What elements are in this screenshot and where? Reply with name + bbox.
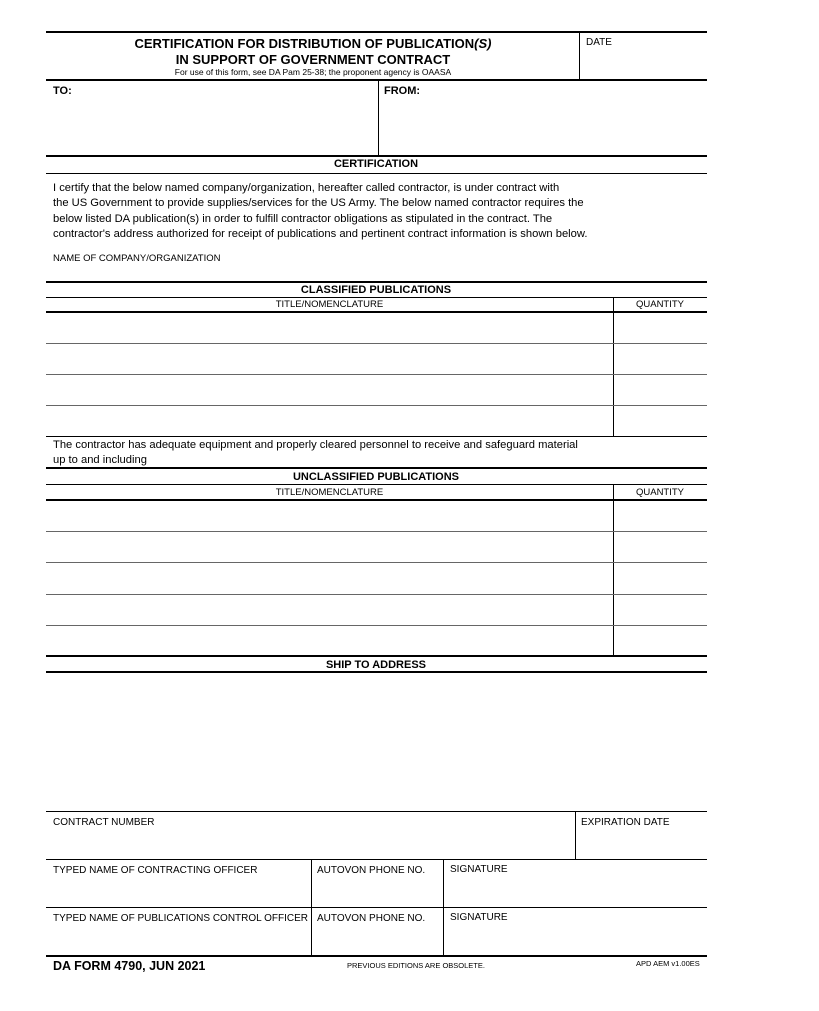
unclassified-title-field[interactable] bbox=[50, 537, 608, 557]
certification-line-3: below listed DA publication(s) in order to fulfill contractor obligations as stipulated in the contract. The bbox=[53, 212, 553, 225]
row-divider bbox=[46, 405, 707, 406]
company-label: NAME OF COMPANY/ORGANIZATION bbox=[53, 253, 221, 264]
autovon-phone-field-1[interactable] bbox=[317, 882, 437, 902]
autovon-phone-label-2: AUTOVON PHONE NO. bbox=[317, 913, 426, 924]
certification-top-border bbox=[46, 155, 707, 157]
clearance-note-line-1: The contractor has adequate equipment and properly cleared personnel to receive and safeguard material bbox=[53, 439, 578, 451]
contract-middle-border bbox=[46, 859, 707, 860]
ship-to-heading: SHIP TO ADDRESS bbox=[325, 659, 427, 671]
classified-heading-rule bbox=[46, 297, 707, 298]
unclassified-quantity-field[interactable] bbox=[618, 631, 702, 651]
classified-quantity-column-header: QUANTITY bbox=[635, 299, 685, 310]
classified-title-column-header: TITLE/NOMENCLATURE bbox=[275, 299, 384, 310]
unclassified-column-divider bbox=[613, 485, 614, 656]
version-label: APD AEM v1.00ES bbox=[636, 959, 700, 968]
unclassified-title-field[interactable] bbox=[50, 631, 608, 651]
classified-heading: CLASSIFIED PUBLICATIONS bbox=[300, 284, 452, 296]
ship-to-address-field[interactable] bbox=[53, 680, 698, 804]
unclassified-title-field[interactable] bbox=[50, 506, 608, 526]
certification-line-4: contractor's address authorized for receipt of publications and pertinent contract information is shown below. bbox=[53, 227, 588, 240]
date-field[interactable] bbox=[586, 55, 701, 73]
classified-header-rule bbox=[46, 311, 707, 313]
form-id: DA FORM 4790, JUN 2021 bbox=[53, 959, 206, 973]
autovon-phone-label-1: AUTOVON PHONE NO. bbox=[317, 865, 426, 876]
row-divider bbox=[46, 594, 707, 595]
top-border bbox=[46, 31, 707, 33]
from-field[interactable] bbox=[384, 99, 702, 151]
unclassified-header-rule bbox=[46, 499, 707, 501]
form-title-line1: CERTIFICATION FOR DISTRIBUTION OF PUBLICATION(S) bbox=[134, 36, 492, 51]
row-divider bbox=[46, 374, 707, 375]
header-bottom-border bbox=[46, 79, 707, 81]
classified-quantity-field[interactable] bbox=[618, 349, 702, 369]
form-title-line2: IN SUPPORT OF GOVERNMENT CONTRACT bbox=[175, 52, 451, 67]
from-label: FROM: bbox=[384, 85, 421, 97]
certification-heading: CERTIFICATION bbox=[333, 158, 419, 170]
unclassified-title-field[interactable] bbox=[50, 600, 608, 620]
unclassified-top-border bbox=[46, 467, 707, 469]
classified-title-field[interactable] bbox=[50, 318, 608, 338]
signature-label-1: SIGNATURE bbox=[450, 864, 508, 875]
to-field[interactable] bbox=[53, 99, 371, 151]
expiration-divider bbox=[575, 811, 576, 859]
unclassified-quantity-column-header: QUANTITY bbox=[635, 487, 685, 498]
classified-title-field[interactable] bbox=[50, 380, 608, 400]
contracting-officer-field[interactable] bbox=[53, 882, 305, 902]
signature-field-1[interactable] bbox=[450, 880, 702, 904]
unclassified-heading-rule bbox=[46, 484, 707, 485]
pub-control-officer-label: TYPED NAME OF PUBLICATIONS CONTROL OFFICER bbox=[53, 913, 309, 924]
to-from-divider bbox=[378, 80, 379, 156]
row-divider bbox=[46, 625, 707, 626]
classified-quantity-field[interactable] bbox=[618, 411, 702, 431]
classified-quantity-field[interactable] bbox=[618, 380, 702, 400]
ship-to-heading-rule bbox=[46, 671, 707, 673]
classified-bottom-rule bbox=[46, 436, 707, 437]
classified-quantity-field[interactable] bbox=[618, 318, 702, 338]
classified-title-field[interactable] bbox=[50, 349, 608, 369]
expiration-date-field[interactable] bbox=[581, 834, 701, 854]
contract-lower-border bbox=[46, 907, 707, 908]
clearance-note-line-2: up to and including bbox=[53, 454, 147, 467]
certification-line-2: the US Government to provide supplies/services for the US Army. The below named contractor requires the bbox=[53, 197, 584, 210]
classified-top-border bbox=[46, 281, 707, 283]
obsolete-note: PREVIOUS EDITIONS ARE OBSOLETE. bbox=[347, 961, 485, 970]
pub-control-officer-field[interactable] bbox=[53, 930, 305, 950]
date-divider bbox=[579, 32, 580, 79]
classified-title-field[interactable] bbox=[50, 411, 608, 431]
form-bottom-border bbox=[46, 955, 707, 957]
unclassified-quantity-field[interactable] bbox=[618, 506, 702, 526]
certification-line-1: I certify that the below named company/organization, hereafter called contractor, is under contract with bbox=[53, 182, 560, 194]
to-label: TO: bbox=[53, 85, 72, 97]
contract-number-label: CONTRACT NUMBER bbox=[53, 817, 155, 828]
contracting-officer-label: TYPED NAME OF CONTRACTING OFFICER bbox=[53, 865, 258, 876]
row-divider bbox=[46, 531, 707, 532]
unclassified-quantity-field[interactable] bbox=[618, 600, 702, 620]
certification-statement bbox=[53, 181, 673, 242]
ship-to-top-border bbox=[46, 655, 707, 657]
classified-column-divider bbox=[613, 297, 614, 436]
row-divider bbox=[46, 343, 707, 344]
expiration-date-label: EXPIRATION DATE bbox=[581, 817, 670, 828]
certification-heading-rule bbox=[46, 173, 707, 174]
autovon-phone-field-2[interactable] bbox=[317, 930, 437, 950]
date-label: DATE bbox=[586, 37, 612, 48]
unclassified-quantity-field[interactable] bbox=[618, 537, 702, 557]
unclassified-title-column-header: TITLE/NOMENCLATURE bbox=[275, 487, 384, 498]
row-divider bbox=[46, 562, 707, 563]
form-subtitle: For use of this form, see DA Pam 25-38; the proponent agency is OAASA bbox=[174, 67, 452, 77]
signature-field-2[interactable] bbox=[450, 928, 702, 952]
contract-top-border bbox=[46, 811, 707, 812]
unclassified-quantity-field[interactable] bbox=[618, 568, 702, 588]
unclassified-heading: UNCLASSIFIED PUBLICATIONS bbox=[292, 471, 460, 483]
company-field[interactable] bbox=[53, 266, 698, 280]
unclassified-title-field[interactable] bbox=[50, 568, 608, 588]
contract-number-field[interactable] bbox=[53, 834, 568, 854]
signature-label-2: SIGNATURE bbox=[450, 912, 508, 923]
